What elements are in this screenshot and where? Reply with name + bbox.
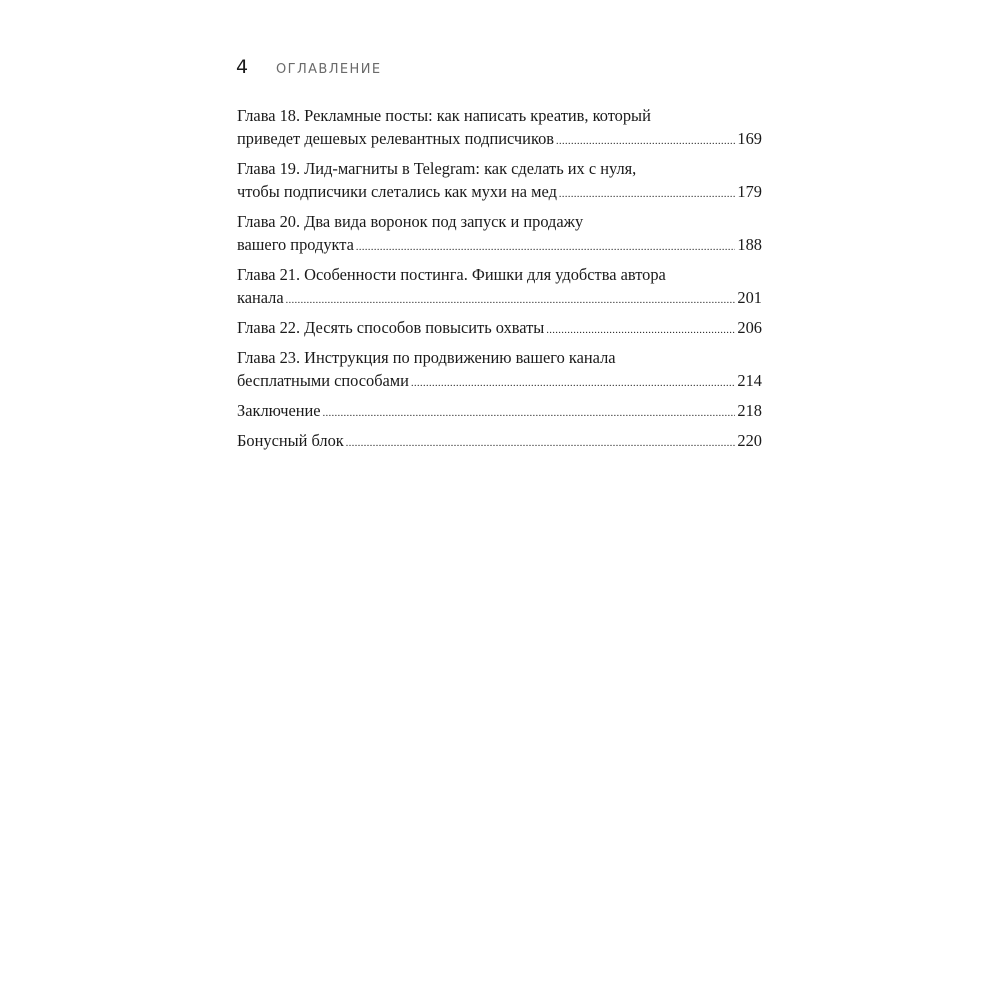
toc-entry-leader-line: [237, 369, 762, 395]
toc-entry-page: 206: [737, 318, 762, 337]
toc-entry-title-continued: чтобы подписчики слетались как мухи на мед: [237, 182, 557, 201]
toc-entry-chapter-20[interactable]: [237, 210, 762, 259]
toc-entry-title-continued: вашего продукта: [237, 235, 354, 254]
toc-entry-title-continued: бесплатными способами: [237, 371, 409, 390]
dot-leader: [546, 319, 735, 342]
toc-entry-bonus-block[interactable]: [237, 429, 762, 455]
toc-entry-leader-line: [237, 316, 762, 342]
toc-entry-title-continued: приведет дешевых релевантных подписчиков: [237, 129, 555, 148]
toc-entry-leader-line: [237, 127, 762, 153]
toc-entry-chapter-23[interactable]: [237, 346, 762, 395]
toc-entry-chapter-22[interactable]: [237, 316, 762, 342]
toc-entry-page: 188: [737, 235, 762, 254]
toc-entry-chapter-19[interactable]: [237, 157, 762, 206]
running-head: ОГЛАВЛЕНИЕ: [276, 62, 382, 77]
toc-entry-chapter-21[interactable]: [237, 263, 762, 312]
toc-entry-leader-line: [237, 233, 762, 259]
toc-entry-page: 220: [737, 431, 762, 450]
dot-leader: [286, 289, 736, 312]
toc-entry-page: 201: [737, 288, 762, 307]
toc-entry-title-continued: канала: [237, 288, 284, 307]
table-of-contents: [237, 104, 762, 459]
dot-leader: [346, 432, 736, 455]
page-header: [236, 56, 381, 82]
toc-entry-title: Глава 23. Инструкция по продвижению вашего канала: [237, 348, 616, 367]
dot-leader: [323, 402, 736, 425]
toc-entry-leader-line: [237, 399, 762, 425]
toc-entry-title: Глава 19. Лид-магниты в Telegram: как сделать их с нуля,: [237, 159, 637, 178]
toc-entry-title: Глава 22. Десять способов повысить охваты: [237, 318, 545, 337]
toc-entry-chapter-18[interactable]: [237, 104, 762, 153]
toc-entry-title: Глава 20. Два вида воронок под запуск и продажу: [237, 212, 584, 231]
toc-entry-title: Глава 21. Особенности постинга. Фишки для удобства автора: [237, 265, 666, 284]
page-number: 4: [236, 56, 249, 78]
toc-entry-leader-line: [237, 429, 762, 455]
toc-entry-page: 179: [737, 182, 762, 201]
toc-entry-leader-line: [237, 286, 762, 312]
toc-entry-title: Бонусный блок: [237, 431, 344, 450]
toc-entry-page: 214: [737, 371, 762, 390]
toc-entry-leader-line: [237, 180, 762, 206]
toc-entry-title: Заключение: [237, 401, 321, 420]
dot-leader: [556, 130, 735, 153]
toc-entry-title: Глава 18. Рекламные посты: как написать креатив, который: [237, 106, 651, 125]
dot-leader: [559, 183, 735, 206]
toc-entry-conclusion[interactable]: [237, 399, 762, 425]
dot-leader: [411, 372, 735, 395]
toc-entry-page: 169: [737, 129, 762, 148]
toc-entry-page: 218: [737, 401, 762, 420]
dot-leader: [356, 236, 735, 259]
